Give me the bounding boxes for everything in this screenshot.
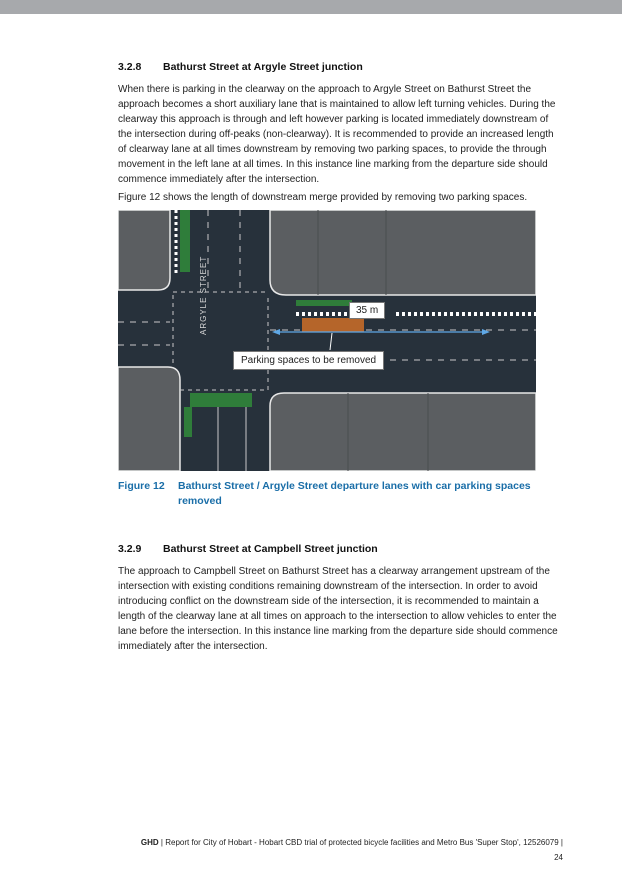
section-heading-3-2-9	[118, 543, 378, 555]
footer-org: GHD	[140, 838, 159, 847]
bike-lane	[184, 407, 192, 437]
footer-text: | Report for City of Hobart - Hobart CBD trial of protected bicycle facilities and Metro Bus 'Super Stop', 12526079 |	[158, 838, 563, 847]
parking-callout: Parking spaces to be removed	[233, 351, 384, 370]
section-number: 3.2.8	[118, 61, 142, 73]
bike-lane	[296, 300, 352, 306]
city-block	[270, 210, 536, 295]
page-number: 24	[554, 853, 563, 862]
bike-lane	[190, 393, 252, 407]
city-block	[118, 210, 170, 290]
street-label: ARGYLE STREET	[199, 255, 208, 335]
section-number: 3.2.9	[118, 543, 142, 555]
section-heading-3-2-8	[118, 61, 363, 73]
city-block	[270, 393, 536, 471]
section-paragraph: When there is parking in the clearway on the approach to Argyle Street on Bathurst Street the approach becomes a short auxiliary lane that is maintained to allow left turning vehicles. During the clearway this approach is through and left however parking is located immediately downstream of the intersection during off-peaks (non-clearway). It is recommended to provide an increased length of clearway lane at all times downstream by removing two parking spaces, to provide the through movement in the left lane at all times. In this instance line marking from the departure side should commence immediately after the intersection.	[118, 84, 556, 185]
figure-caption-text: Bathurst Street / Argyle Street departure lanes with car parking spaces removed	[178, 480, 531, 507]
top-bar	[0, 0, 622, 14]
distance-callout: 35 m	[349, 302, 385, 319]
intersection-diagram	[118, 210, 536, 471]
city-block	[118, 367, 180, 471]
bike-lane	[180, 210, 190, 272]
footer	[60, 838, 563, 847]
figure-caption	[118, 479, 548, 509]
figure-number: Figure 12	[118, 480, 165, 492]
intersection-map	[118, 210, 536, 471]
section-paragraph: Figure 12 shows the length of downstream merge provided by removing two parking spaces.	[118, 192, 528, 203]
section-paragraph: The approach to Campbell Street on Bathurst Street has a clearway arrangement upstream of the intersection with existing conditions remaining downstream of the intersection. In order to avoid introducing conflict on the downstream side of the intersection, it is recommended to maintain a length of the clearway lane at all times on approach to the intersection to allow vehicles to enter the lane before the intersection. In this instance line marking from the departure side should commence immediately after the intersection.	[118, 566, 558, 652]
parking-removed-area	[302, 318, 364, 332]
section-title: Bathurst Street at Campbell Street junction	[163, 543, 378, 555]
section-title: Bathurst Street at Argyle Street junction	[163, 61, 363, 73]
